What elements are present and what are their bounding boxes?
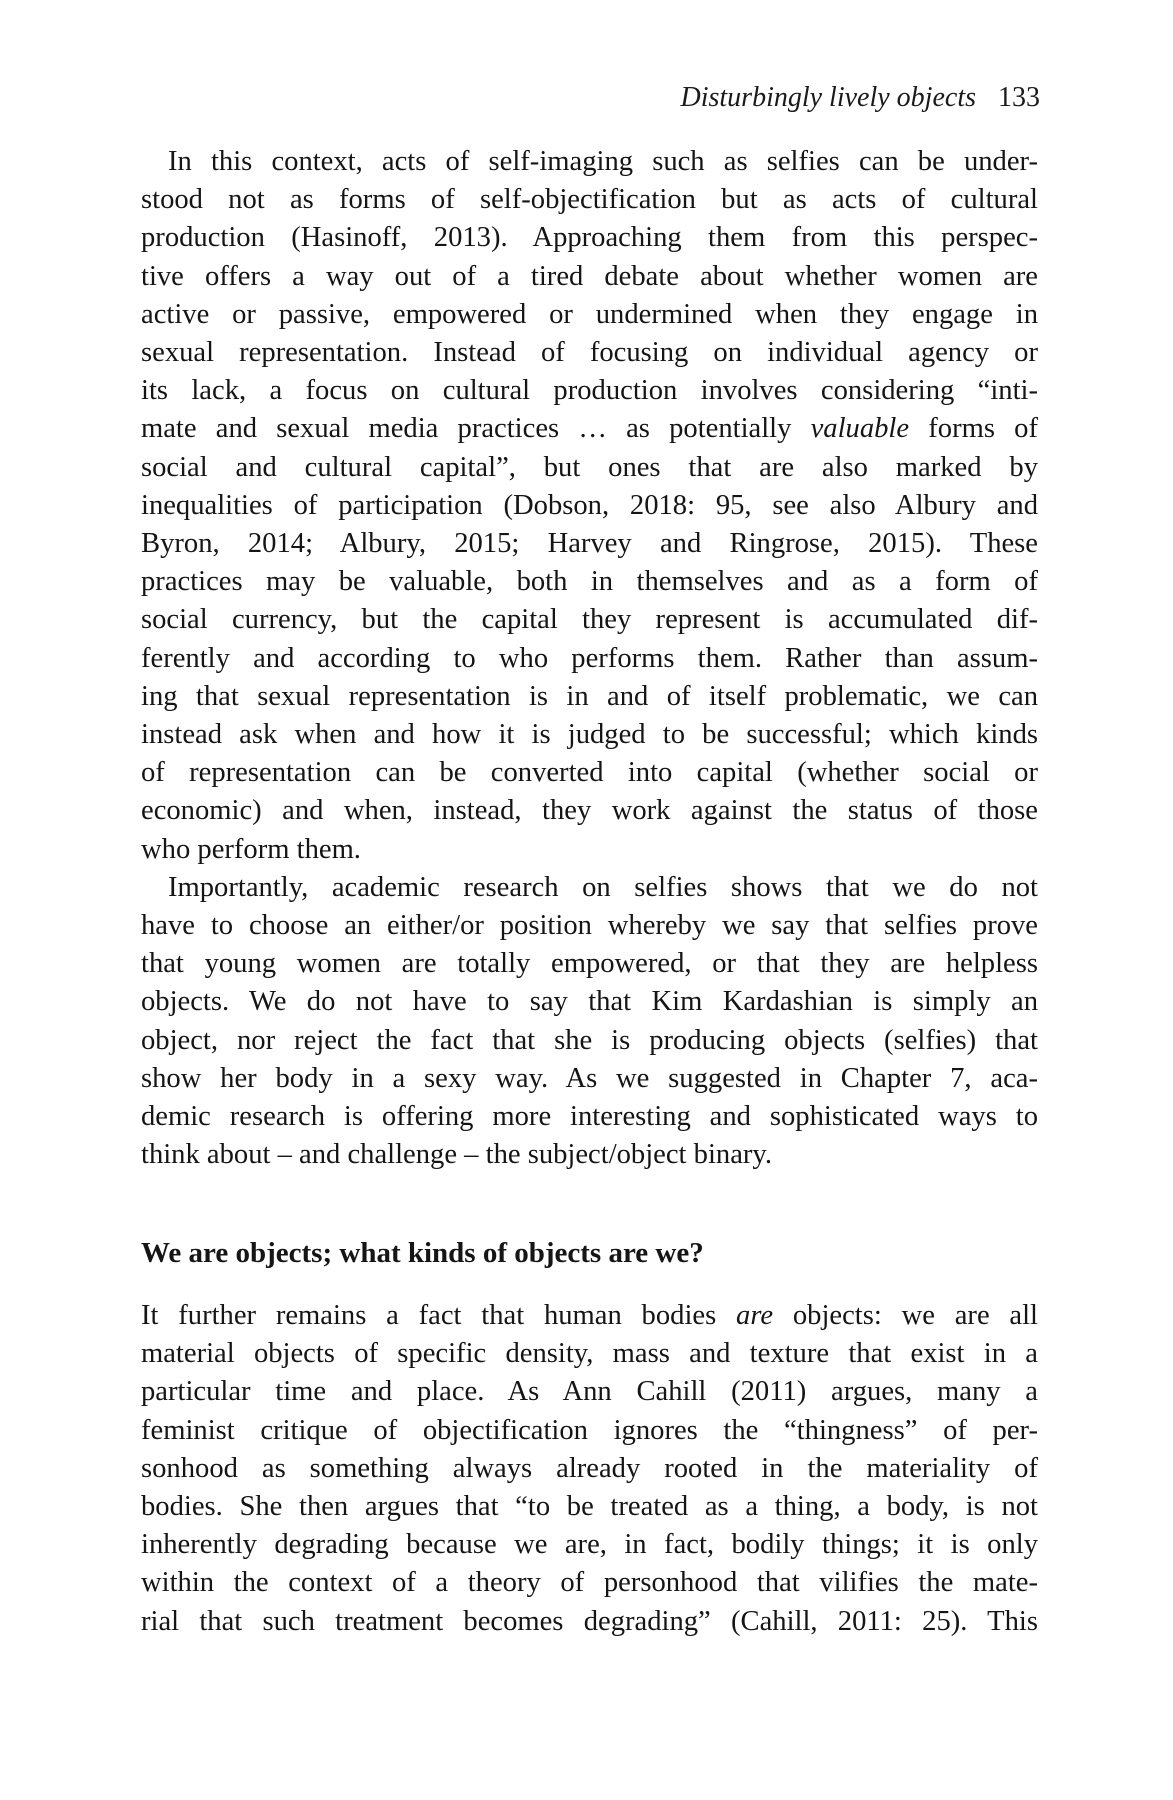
text-line: sexual representation. Instead of focusing on individual agency or xyxy=(141,337,1038,369)
text-line: particular time and place. As Ann Cahill (2011) argues, many a xyxy=(141,1376,1038,1408)
text-line: demic research is offering more interesting and sophisticated ways to xyxy=(141,1101,1038,1133)
emphasis-valuable: valuable xyxy=(810,413,910,445)
text-line: Byron, 2014; Albury, 2015; Harvey and Ringrose, 2015). These xyxy=(141,528,1038,560)
text-line: have to choose an either/or position whereby we say that selfies prove xyxy=(141,910,1038,942)
text-line: In this context, acts of self-imaging such as selfies can be under- xyxy=(168,146,1038,177)
text-line: within the context of a theory of personhood that vilifies the mate- xyxy=(141,1567,1038,1599)
text-line: of representation can be converted into capital (whether social or xyxy=(141,757,1038,789)
text-line: show her body in a sexy way. As we suggested in Chapter 7, aca- xyxy=(141,1062,1038,1094)
text-line: inequalities of participation (Dobson, 2018: 95, see also Albury and xyxy=(141,489,1038,521)
text-line: that young women are totally empowered, or that they are helpless xyxy=(141,948,1038,980)
text-line-with-emphasis xyxy=(141,1297,1038,1335)
text-line: material objects of specific density, mass and texture that exist in a xyxy=(141,1338,1038,1370)
text-line-with-emphasis xyxy=(141,410,1038,448)
section-heading: We are objects; what kinds of objects are we? xyxy=(141,1237,704,1269)
text-line: economic) and when, instead, they work against the status of those xyxy=(141,795,1038,827)
text-line: inherently degrading because we are, in fact, bodily things; it is only xyxy=(141,1529,1038,1561)
paragraph-1 xyxy=(141,143,1038,869)
text-line: its lack, a focus on cultural production involves considering “inti- xyxy=(141,375,1038,407)
text-line: active or passive, empowered or undermined when they engage in xyxy=(141,298,1038,330)
body-text-top xyxy=(141,143,1038,1174)
text-line: feminist critique of objectification ignores the “thingness” of per- xyxy=(141,1414,1038,1446)
paragraph-2 xyxy=(141,869,1038,1175)
text-line: social currency, but the capital they represent is accumulated dif- xyxy=(141,604,1038,636)
text-run: forms of xyxy=(909,413,1038,445)
text-line: ferently and according to who performs them. Rather than assum- xyxy=(141,642,1038,674)
page-number: 133 xyxy=(998,82,1040,113)
text-line: ing that sexual representation is in and of itself problematic, we can xyxy=(141,680,1038,712)
text-line: Importantly, academic research on selfies shows that we do not xyxy=(168,871,1038,903)
emphasis-are: are xyxy=(736,1300,774,1331)
text-line: sonhood as something always already rooted in the materiality of xyxy=(141,1452,1038,1484)
paragraph-3 xyxy=(141,1297,1038,1641)
text-line: stood not as forms of self-objectification but as acts of cultural xyxy=(141,184,1038,216)
running-head xyxy=(140,82,1040,114)
text-line: objects. We do not have to say that Kim Kardashian is simply an xyxy=(141,986,1038,1018)
text-line: practices may be valuable, both in themselves and as a form of xyxy=(141,566,1038,598)
text-run: mate and sexual media practices … as potentially xyxy=(141,413,811,445)
text-line: social and cultural capital”, but ones that are also marked by xyxy=(141,451,1038,483)
text-line: rial that such treatment becomes degrading” (Cahill, 2011: 25). This xyxy=(141,1605,1038,1637)
text-line: object, nor reject the fact that she is producing objects (selfies) that xyxy=(141,1024,1038,1056)
text-run: It further remains a fact that human bodies xyxy=(141,1300,737,1331)
running-head-title: Disturbingly lively objects xyxy=(680,82,976,113)
text-run: objects: we are all xyxy=(773,1300,1039,1331)
text-line: instead ask when and how it is judged to be successful; which kinds xyxy=(141,719,1038,751)
body-text-bottom xyxy=(141,1297,1038,1641)
text-line: think about – and challenge – the subject/object binary. xyxy=(141,1139,772,1171)
text-line: tive offers a way out of a tired debate about whether women are xyxy=(141,260,1038,292)
text-line: bodies. She then argues that “to be treated as a thing, a body, is not xyxy=(141,1491,1038,1523)
text-line: production (Hasinoff, 2013). Approaching them from this perspec- xyxy=(141,222,1038,254)
text-line: who perform them. xyxy=(141,833,361,865)
